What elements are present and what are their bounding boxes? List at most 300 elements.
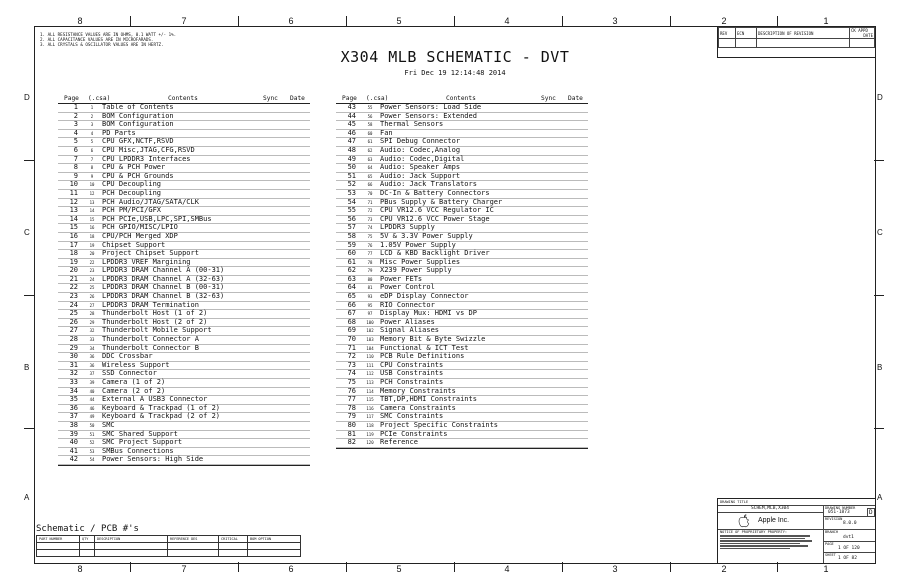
toc-contents: BOM Configuration bbox=[102, 111, 174, 120]
toc-row[interactable] bbox=[336, 396, 588, 405]
toc-csa-number: 5 bbox=[90, 139, 94, 145]
toc-page-number: 1 bbox=[73, 103, 78, 111]
toc-contents: PBus Supply & Battery Charger bbox=[380, 197, 503, 206]
pcb-row bbox=[37, 543, 301, 550]
toc-page-number: 41 bbox=[69, 446, 78, 455]
toc-row[interactable] bbox=[58, 199, 310, 208]
toc-contents: Thunderbolt Mobile Support bbox=[102, 326, 212, 335]
toc-page-number: 30 bbox=[69, 352, 78, 361]
toc-header-contents: Contents bbox=[446, 95, 476, 102]
pcb-cell bbox=[95, 550, 168, 557]
toc-csa-number: 3 bbox=[90, 122, 94, 128]
toc-csa-number: 13 bbox=[89, 199, 95, 205]
toc-page-number: 63 bbox=[347, 274, 356, 283]
toc-contents: Power Sensors: High Side bbox=[102, 455, 204, 464]
toc-csa-number: 74 bbox=[367, 225, 373, 231]
toc-contents: CPU Decoupling bbox=[102, 180, 162, 189]
column-number: 7 bbox=[181, 564, 187, 574]
toc-contents: CPU Misc,JTAG,CFG,RSVD bbox=[102, 145, 195, 154]
toc-page-number: 32 bbox=[69, 369, 78, 378]
toc-csa-number: 40 bbox=[89, 388, 95, 394]
toc-csa-number: 117 bbox=[366, 414, 374, 420]
toc-page-number: 62 bbox=[347, 266, 356, 275]
toc-csa-number: 102 bbox=[366, 328, 374, 334]
toc-contents: Camera (1 of 2) bbox=[102, 378, 166, 386]
row-letter: B bbox=[877, 363, 883, 372]
toc-contents: Memory Constraints bbox=[380, 386, 456, 395]
toc-contents: Audio: Jack Translators bbox=[380, 180, 477, 189]
toc-contents: Reference bbox=[380, 438, 418, 447]
toc-row[interactable] bbox=[58, 362, 310, 371]
toc-row[interactable] bbox=[336, 121, 588, 130]
toc-contents: LPDDR3 VREF Margining bbox=[102, 257, 191, 266]
toc-page-number: 77 bbox=[347, 395, 356, 404]
toc-csa-number: 65 bbox=[367, 173, 373, 179]
toc-csa-number: 78 bbox=[367, 259, 373, 265]
toc-row[interactable] bbox=[336, 405, 588, 414]
toc-contents: Keyboard & Trackpad (2 of 2) bbox=[102, 412, 221, 421]
toc-page-number: 39 bbox=[69, 429, 78, 438]
toc-contents: SMC Shared Support bbox=[102, 429, 178, 438]
toc-page-number: 48 bbox=[347, 145, 356, 154]
toc-csa-number: 20 bbox=[89, 251, 95, 257]
toc-row[interactable] bbox=[336, 422, 588, 431]
toc-page-number: 51 bbox=[347, 171, 356, 180]
toc-contents: Audio: Jack Support bbox=[380, 171, 461, 180]
toc-contents: LPDDR3 DRAM Channel B (32-63) bbox=[102, 292, 225, 301]
toc-csa-number: 73 bbox=[367, 216, 373, 222]
toc-page-number: 53 bbox=[347, 188, 356, 197]
pcb-cell bbox=[37, 550, 80, 557]
toc-header-page: Page bbox=[64, 95, 79, 102]
toc-page-number: 9 bbox=[73, 171, 78, 180]
toc-csa-number: 34 bbox=[89, 345, 95, 351]
toc-csa-number: 53 bbox=[89, 448, 95, 454]
row-letter: C bbox=[24, 228, 30, 237]
note-line: 2. ALL CAPACITANCE VALUES ARE IN MICROFARADS. bbox=[40, 37, 154, 42]
toc-contents: USB Constraints bbox=[380, 369, 444, 378]
toc-csa-number: 12 bbox=[89, 190, 95, 196]
toc-csa-number: 64 bbox=[367, 165, 373, 171]
toc-contents: PCB Rule Definitions bbox=[380, 352, 465, 361]
toc-row[interactable] bbox=[58, 173, 310, 182]
toc-contents: PCH Decoupling bbox=[102, 188, 162, 197]
toc-csa-number: 80 bbox=[367, 276, 373, 282]
toc-page-number: 59 bbox=[347, 240, 356, 249]
toc-row[interactable] bbox=[336, 138, 588, 147]
column-number: 1 bbox=[823, 16, 829, 26]
toc-row[interactable] bbox=[336, 310, 588, 319]
toc-row[interactable] bbox=[58, 130, 310, 139]
toc-page-number: 61 bbox=[347, 257, 356, 266]
toc-contents: PCH Audio/JTAG/SATA/CLK bbox=[102, 197, 199, 206]
toc-contents: SMBus Connections bbox=[102, 446, 174, 455]
toc-page-number: 74 bbox=[347, 369, 356, 378]
toc-contents: SPI Debug Connector bbox=[380, 137, 461, 146]
toc-csa-number: 25 bbox=[89, 285, 95, 291]
toc-header-date: Date bbox=[290, 95, 305, 102]
toc-contents: Thunderbolt Host (2 of 2) bbox=[102, 317, 208, 326]
toc-row[interactable] bbox=[336, 439, 588, 448]
toc-row[interactable] bbox=[336, 362, 588, 371]
toc-csa-number: 81 bbox=[367, 285, 373, 291]
toc-page-number: 21 bbox=[69, 274, 78, 283]
toc-row[interactable] bbox=[58, 379, 310, 388]
sheet-value: 1 OF 82 bbox=[838, 556, 857, 561]
toc-header-csa: (.csa) bbox=[88, 95, 111, 102]
toc-csa-number: 104 bbox=[366, 345, 374, 351]
toc-contents: LPDDR3 DRAM Channel A (00-31) bbox=[102, 266, 225, 275]
toc-page-number: 28 bbox=[69, 335, 78, 344]
toc-row[interactable] bbox=[58, 439, 310, 448]
toc-contents: PCH GPIO/MISC/LPIO bbox=[102, 223, 178, 232]
toc-page-number: 34 bbox=[69, 386, 78, 395]
toc-header-page: Page bbox=[342, 95, 357, 102]
toc-page-number: 81 bbox=[347, 429, 356, 438]
schematic-date: Fri Dec 19 12:14:48 2014 bbox=[404, 69, 506, 77]
toc-page-number: 16 bbox=[69, 231, 78, 240]
toc-contents: TBT,DP,HDMI Constraints bbox=[380, 395, 477, 404]
drawing-title-label: DRAWING TITLE bbox=[720, 500, 749, 504]
company-name: Apple Inc. bbox=[758, 517, 790, 524]
row-letter: D bbox=[24, 93, 30, 102]
toc-page-number: 55 bbox=[347, 206, 356, 215]
toc-csa-number: 50 bbox=[89, 422, 95, 428]
toc-page-number: 82 bbox=[347, 438, 356, 447]
toc-page-number: 5 bbox=[73, 137, 78, 146]
page-label: PAGE bbox=[825, 542, 834, 546]
toc-page-number: 43 bbox=[347, 103, 356, 111]
toc-page-number: 19 bbox=[69, 257, 78, 266]
toc-row[interactable] bbox=[336, 431, 588, 440]
toc-contents: Misc Power Supplies bbox=[380, 257, 461, 266]
pcb-header: DESCRIPTION bbox=[95, 536, 168, 543]
toc-row[interactable] bbox=[58, 156, 310, 165]
toc-csa-number: 15 bbox=[89, 216, 95, 222]
toc-contents: X239 Power Supply bbox=[380, 266, 452, 275]
pcb-cell bbox=[248, 550, 301, 557]
pcb-header: CRITICAL bbox=[219, 536, 248, 543]
page-value: 1 OF 120 bbox=[838, 546, 860, 551]
toc-csa-number: 76 bbox=[367, 242, 373, 248]
toc-csa-number: 54 bbox=[89, 457, 95, 463]
rev-header: REV bbox=[719, 28, 736, 39]
toc-page-number: 8 bbox=[73, 163, 78, 172]
toc-csa-number: 58 bbox=[367, 122, 373, 128]
toc-page-number: 22 bbox=[69, 283, 78, 292]
toc-page-number: 23 bbox=[69, 292, 78, 301]
toc-page-number: 3 bbox=[73, 120, 78, 129]
toc-header-csa: (.csa) bbox=[366, 95, 389, 102]
toc-page-number: 70 bbox=[347, 335, 356, 344]
column-number: 6 bbox=[288, 564, 294, 574]
column-number: 2 bbox=[721, 564, 727, 574]
toc-contents: Memory Bit & Byte Swizzle bbox=[380, 335, 486, 344]
toc-contents: PCH PCIe,USB,LPC,SPI,SMBus bbox=[102, 214, 212, 223]
pcb-table bbox=[36, 535, 301, 557]
toc-csa-number: 51 bbox=[89, 431, 95, 437]
notice-title: NOTICE OF PROPRIETARY PROPERTY: bbox=[720, 530, 788, 534]
toc-csa-number: 71 bbox=[367, 199, 373, 205]
toc-csa-number: 24 bbox=[89, 276, 95, 282]
toc-page-number: 12 bbox=[69, 197, 78, 206]
toc-row[interactable] bbox=[58, 431, 310, 440]
toc-csa-number: 8 bbox=[90, 165, 94, 171]
toc-contents: 1.05V Power Supply bbox=[380, 240, 456, 249]
toc-csa-number: 62 bbox=[367, 147, 373, 153]
toc-row[interactable] bbox=[336, 250, 588, 259]
toc-contents: Audio: Codec,Digital bbox=[380, 154, 465, 163]
toc-contents: LCD & KBD Backlight Driver bbox=[380, 249, 490, 258]
toc-contents: Project Chipset Support bbox=[102, 249, 199, 258]
toc-page-number: 13 bbox=[69, 206, 78, 215]
revision-value: 8.0.0 bbox=[843, 521, 857, 526]
toc-contents: eDP Display Connector bbox=[380, 292, 469, 301]
toc-page-number: 76 bbox=[347, 386, 356, 395]
toc-csa-number: 114 bbox=[366, 388, 374, 394]
column-number: 1 bbox=[823, 564, 829, 574]
toc-csa-number: 61 bbox=[367, 139, 373, 145]
pcb-cell bbox=[248, 543, 301, 550]
toc-csa-number: 55 bbox=[367, 105, 373, 110]
toc-csa-number: 100 bbox=[366, 319, 374, 325]
toc-csa-number: 115 bbox=[366, 397, 374, 403]
toc-contents: CPU & PCH Power bbox=[102, 163, 166, 172]
toc-page-number: 57 bbox=[347, 223, 356, 232]
toc-csa-number: 7 bbox=[90, 156, 94, 162]
toc-page-number: 15 bbox=[69, 223, 78, 232]
toc-page-number: 58 bbox=[347, 231, 356, 240]
toc-contents: SSD Connector bbox=[102, 369, 157, 378]
toc-page-number: 36 bbox=[69, 403, 78, 412]
row-letter: B bbox=[24, 363, 30, 372]
toc-page-number: 44 bbox=[347, 111, 356, 120]
column-number: 8 bbox=[77, 564, 83, 574]
toc-row[interactable] bbox=[58, 413, 310, 422]
toc-page-number: 64 bbox=[347, 283, 356, 292]
toc-row[interactable] bbox=[336, 259, 588, 268]
toc-row[interactable] bbox=[336, 370, 588, 379]
toc-row[interactable] bbox=[336, 216, 588, 225]
toc-row[interactable] bbox=[58, 164, 310, 173]
toc-row[interactable] bbox=[58, 224, 310, 233]
toc-contents: Project Specific Constraints bbox=[380, 420, 499, 429]
toc-page-number: 14 bbox=[69, 214, 78, 223]
toc-page-number: 47 bbox=[347, 137, 356, 146]
toc-contents: Fan bbox=[380, 128, 393, 137]
toc-page-number: 46 bbox=[347, 128, 356, 137]
toc-page-number: 29 bbox=[69, 343, 78, 352]
toc-contents: Power FETs bbox=[380, 274, 423, 283]
toc-csa-number: 29 bbox=[89, 319, 95, 325]
toc-row[interactable] bbox=[336, 156, 588, 165]
toc-contents: Chipset Support bbox=[102, 240, 166, 249]
toc-csa-number: 118 bbox=[366, 422, 374, 428]
toc-page-number: 20 bbox=[69, 266, 78, 275]
pcb-cell bbox=[168, 550, 219, 557]
toc-page-number: 24 bbox=[69, 300, 78, 309]
toc-page-number: 18 bbox=[69, 249, 78, 258]
toc-row[interactable] bbox=[336, 164, 588, 173]
column-number: 3 bbox=[612, 16, 618, 26]
revision-block bbox=[717, 27, 875, 58]
toc-page-number: 27 bbox=[69, 326, 78, 335]
branch-label: BRANCH bbox=[825, 530, 838, 534]
toc-row[interactable] bbox=[58, 113, 310, 122]
ecn-value bbox=[736, 39, 757, 48]
toc-row[interactable] bbox=[58, 233, 310, 242]
toc-page-number: 6 bbox=[73, 145, 78, 154]
column-number: 2 bbox=[721, 16, 727, 26]
toc-page-number: 33 bbox=[69, 378, 78, 386]
toc-row[interactable] bbox=[58, 216, 310, 225]
toc-row[interactable] bbox=[58, 181, 310, 190]
toc-row[interactable] bbox=[336, 113, 588, 122]
toc-page-number: 49 bbox=[347, 154, 356, 163]
toc-contents: PCH PM/PCI/GFX bbox=[102, 206, 162, 215]
toc-row[interactable] bbox=[336, 319, 588, 328]
toc-contents: Signal Aliases bbox=[380, 326, 440, 335]
toc-page-number: 45 bbox=[347, 120, 356, 129]
toc-csa-number: 111 bbox=[366, 362, 374, 368]
ck-appd-header bbox=[850, 28, 875, 39]
toc-csa-number: 60 bbox=[367, 130, 373, 136]
toc-csa-number: 9 bbox=[90, 173, 94, 179]
row-letter: C bbox=[877, 228, 883, 237]
toc-row[interactable] bbox=[58, 353, 310, 362]
toc-contents: CPU & PCH Grounds bbox=[102, 171, 174, 180]
toc-csa-number: 19 bbox=[89, 242, 95, 248]
toc-row[interactable] bbox=[58, 422, 310, 431]
pcb-cell bbox=[168, 543, 219, 550]
toc-page-number: 7 bbox=[73, 154, 78, 163]
toc-page-number: 65 bbox=[347, 292, 356, 301]
toc-contents: LPDDR3 DRAM Channel B (00-31) bbox=[102, 283, 225, 292]
toc-csa-number: 49 bbox=[89, 414, 95, 420]
toc-contents: PCIe Constraints bbox=[380, 429, 448, 438]
pcb-header: QTY bbox=[80, 536, 95, 543]
toc-page-number: 31 bbox=[69, 360, 78, 369]
toc-contents: Power Aliases bbox=[380, 317, 435, 326]
pcb-cell bbox=[219, 543, 248, 550]
toc-contents: SMC Project Support bbox=[102, 438, 183, 447]
toc-page-number: 38 bbox=[69, 420, 78, 429]
toc-page-number: 52 bbox=[347, 180, 356, 189]
toc-row[interactable] bbox=[336, 233, 588, 242]
toc-csa-number: 44 bbox=[89, 397, 95, 403]
toc-csa-number: 6 bbox=[90, 147, 94, 153]
toc-csa-number: 4 bbox=[90, 130, 94, 136]
column-number: 3 bbox=[612, 564, 618, 574]
toc-contents: LPDDR3 Supply bbox=[380, 223, 435, 232]
toc-contents: Audio: Codec,Analog bbox=[380, 145, 461, 154]
toc-csa-number: 14 bbox=[89, 208, 95, 214]
toc-page-number: 42 bbox=[69, 455, 78, 464]
pcb-header: BOM OPTION bbox=[248, 536, 301, 543]
toc-csa-number: 63 bbox=[367, 156, 373, 162]
toc-row[interactable] bbox=[58, 104, 310, 113]
revision-label: REVISION bbox=[825, 517, 843, 521]
toc-csa-number: 1 bbox=[90, 105, 94, 110]
row-letter: A bbox=[877, 493, 883, 502]
pcb-cell bbox=[37, 543, 80, 550]
sheet-size: D bbox=[869, 509, 873, 516]
toc-row[interactable] bbox=[336, 293, 588, 302]
toc-page-number: 35 bbox=[69, 395, 78, 404]
toc-csa-number: 16 bbox=[89, 225, 95, 231]
toc-row[interactable] bbox=[336, 130, 588, 139]
column-number: 4 bbox=[504, 564, 510, 574]
toc-csa-number: 23 bbox=[89, 268, 95, 274]
toc-csa-number: 110 bbox=[366, 354, 374, 360]
toc-row[interactable] bbox=[336, 379, 588, 388]
toc-row[interactable] bbox=[58, 121, 310, 130]
drawing-number-label: DRAWING NUMBER bbox=[825, 506, 856, 510]
toc-csa-number: 26 bbox=[89, 294, 95, 300]
toc-contents: PCH Constraints bbox=[380, 378, 444, 386]
sheet-label: SHEET bbox=[825, 553, 836, 557]
toc-page-number: 10 bbox=[69, 180, 78, 189]
column-number: 7 bbox=[181, 16, 187, 26]
toc-page-number: 78 bbox=[347, 403, 356, 412]
drawing-number: 051-1873 bbox=[828, 510, 850, 515]
toc-row[interactable] bbox=[336, 353, 588, 362]
toc-page-number: 79 bbox=[347, 412, 356, 421]
drawing-title: SCHEM,MLB,X304 bbox=[751, 506, 789, 511]
toc-right-rows bbox=[336, 103, 588, 449]
toc-csa-number: 116 bbox=[366, 405, 374, 411]
toc-row[interactable] bbox=[58, 456, 310, 465]
toc-row[interactable] bbox=[58, 345, 310, 354]
toc-row[interactable] bbox=[336, 276, 588, 285]
pcb-row bbox=[37, 550, 301, 557]
row-letter: D bbox=[877, 93, 883, 102]
toc-contents: LPDDR3 DRAM Channel A (32-63) bbox=[102, 274, 225, 283]
toc-row[interactable] bbox=[58, 370, 310, 379]
toc-contents: CPU Constraints bbox=[380, 360, 444, 369]
toc-csa-number: 28 bbox=[89, 311, 95, 317]
apple-logo-icon bbox=[738, 514, 750, 529]
note-line: 1. ALL RESISTANCE VALUES ARE IN OHMS, 0.1 WATT +/- 1%. bbox=[40, 32, 177, 37]
note-line: 3. ALL CRYSTALS & OSCILLATOR VALUES ARE IN HERTZ. bbox=[40, 42, 164, 47]
toc-csa-number: 56 bbox=[367, 113, 373, 119]
toc-contents: RIO Connector bbox=[380, 300, 435, 309]
toc-page-number: 17 bbox=[69, 240, 78, 249]
toc-contents: Power Sensors: Extended bbox=[380, 111, 477, 120]
toc-row[interactable] bbox=[336, 267, 588, 276]
toc-page-number: 80 bbox=[347, 420, 356, 429]
toc-page-number: 68 bbox=[347, 317, 356, 326]
pcb-header: PART NUMBER bbox=[37, 536, 80, 543]
toc-contents: LPDDR3 DRAM Termination bbox=[102, 300, 199, 309]
toc-contents: DC-In & Battery Connectors bbox=[380, 188, 490, 197]
toc-page-number: 71 bbox=[347, 343, 356, 352]
toc-header-sync: Sync bbox=[541, 95, 556, 102]
toc-header-date: Date bbox=[568, 95, 583, 102]
toc-page-number: 73 bbox=[347, 360, 356, 369]
toc-csa-number: 27 bbox=[89, 302, 95, 308]
toc-contents: CPU VR12.6 VCC Regulator IC bbox=[380, 206, 494, 215]
pcb-title: Schematic / PCB #'s bbox=[36, 524, 139, 534]
toc-left-rows bbox=[58, 103, 310, 466]
description-value bbox=[757, 39, 850, 48]
toc-header-contents: Contents bbox=[168, 95, 198, 102]
toc-csa-number: 2 bbox=[90, 113, 94, 119]
toc-csa-number: 75 bbox=[367, 233, 373, 239]
toc-csa-number: 95 bbox=[367, 302, 373, 308]
toc-csa-number: 79 bbox=[367, 268, 373, 274]
toc-page-number: 66 bbox=[347, 300, 356, 309]
